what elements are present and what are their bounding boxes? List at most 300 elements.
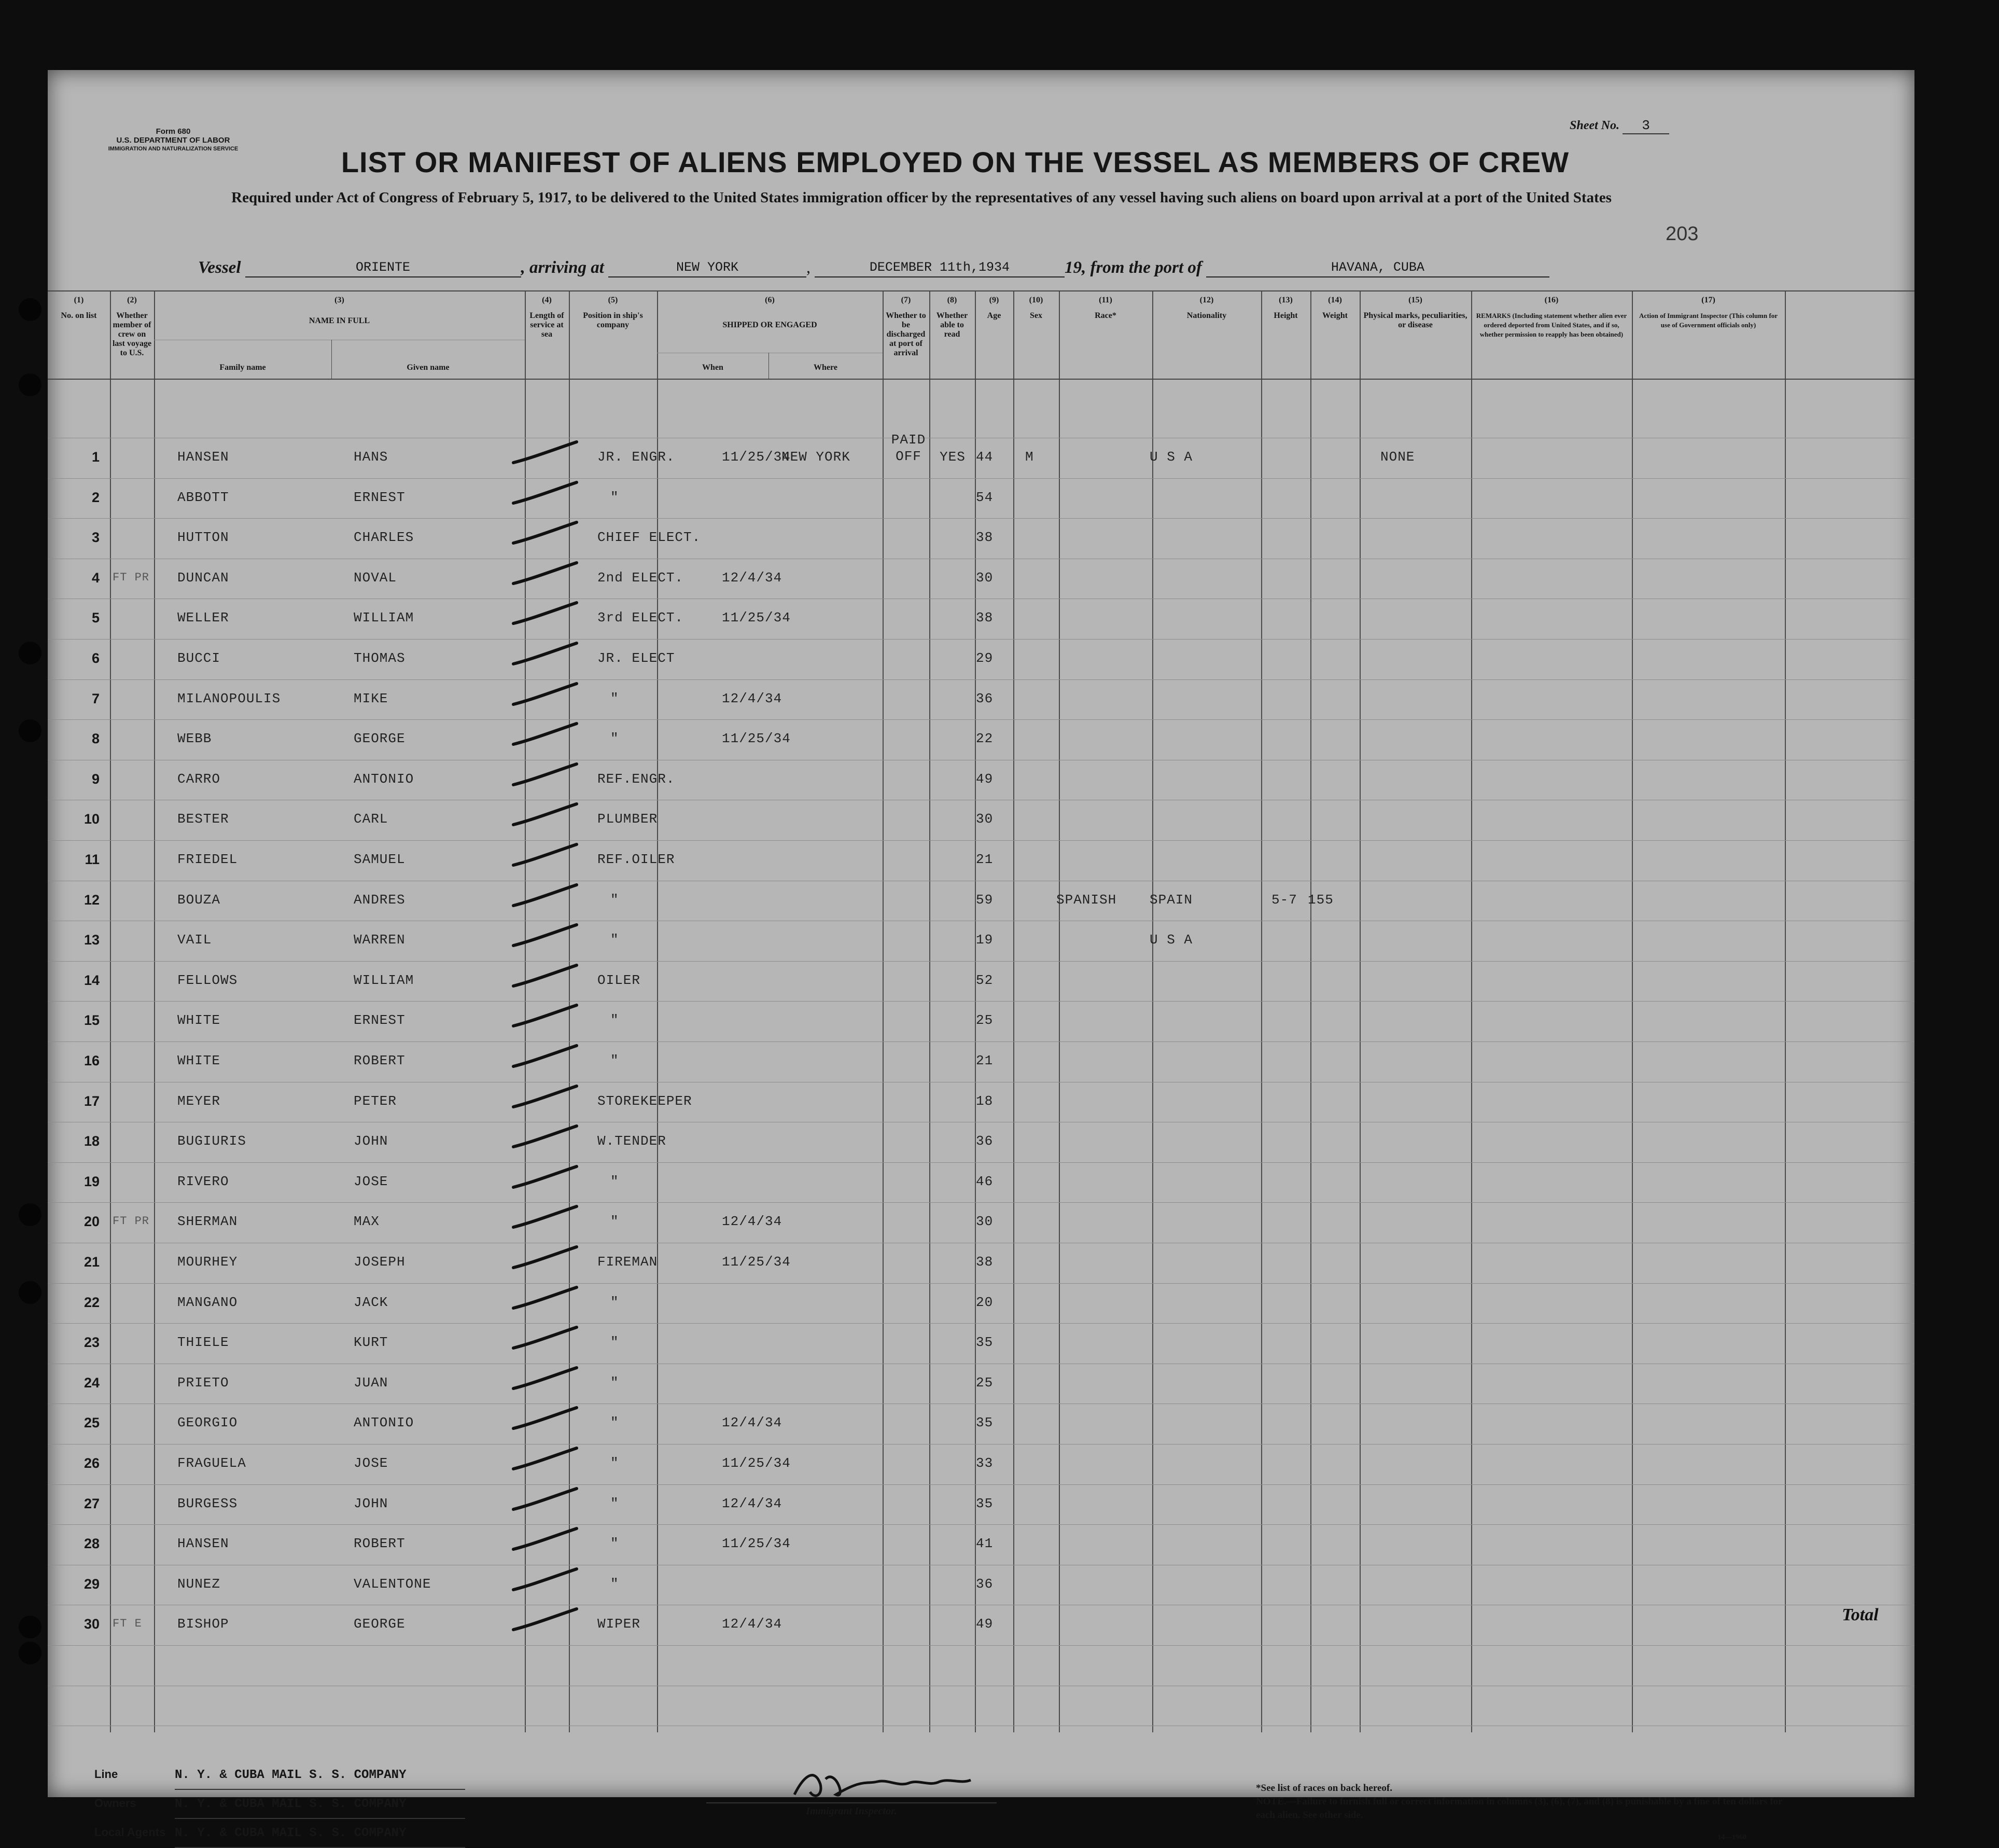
punch-hole: [19, 642, 41, 664]
shipped-when: 12/4/34: [722, 1616, 782, 1632]
column-header: Height: [1274, 311, 1298, 320]
given-name: SAMUEL: [354, 852, 406, 867]
position: ": [610, 892, 619, 908]
owners-label: Owners: [94, 1797, 136, 1810]
age: 38: [976, 610, 994, 626]
column-header: Position in ship's company: [583, 311, 643, 329]
column-number: (11): [1099, 296, 1112, 304]
row-number: 19: [83, 1174, 100, 1189]
family-name: DUNCAN: [177, 570, 229, 586]
family-name: BUCCI: [177, 650, 221, 666]
checkmark-path: [513, 1086, 577, 1107]
row-number: 23: [83, 1335, 100, 1350]
checkmark-path: [513, 1327, 577, 1348]
shipped-when: 12/4/34: [722, 1214, 782, 1229]
shipped-when: 11/25/34: [722, 1254, 791, 1270]
age: 54: [976, 490, 994, 505]
arriving-label: , arriving at: [521, 258, 604, 277]
age: 30: [976, 811, 994, 827]
row-number: 30: [83, 1616, 100, 1632]
service-name: IMMIGRATION AND NATURALIZATION SERVICE: [108, 146, 239, 152]
checkmark-stroke: [509, 719, 582, 751]
column-header: Race*: [1095, 311, 1116, 320]
page-number: 203: [1666, 223, 1699, 245]
given-name: HANS: [354, 449, 388, 465]
checkmark-stroke: [509, 881, 582, 912]
vessel-label: Vessel: [198, 258, 241, 277]
row-rule: [48, 1202, 1914, 1203]
document-subtitle: Required under Act of Congress of February 5, 1917, to be delivered to the United States immigration officer by the representatives of any vessel having such aliens on board upon arrival at a port of the United States: [231, 189, 1612, 206]
column-header: Whether to be discharged at port of arrival: [886, 311, 926, 357]
column-rule: [154, 290, 155, 1732]
row-number: 13: [83, 932, 100, 948]
header-rule: [48, 290, 1914, 291]
column-number: (3): [334, 296, 344, 304]
row-rule: [48, 719, 1914, 720]
position: ": [610, 1174, 619, 1189]
checkmark-path: [513, 522, 577, 543]
footnote: [1256, 1782, 1800, 1822]
arrival-date: DECEMBER 11th,1934: [815, 259, 1065, 277]
family-name: FRIEDEL: [177, 852, 238, 867]
age: 38: [976, 530, 994, 545]
checkmark-stroke: [509, 1243, 582, 1274]
given-name: ROBERT: [354, 1536, 406, 1551]
checkmark-stroke: [509, 1605, 582, 1636]
checkmark-path: [513, 1609, 577, 1630]
given-name: JOSEPH: [354, 1254, 406, 1270]
sheet-number-label: Sheet No.: [1570, 119, 1619, 132]
column-header: Nationality: [1186, 311, 1227, 320]
row-rule: [48, 1323, 1914, 1324]
column-header: Sex: [1030, 311, 1042, 320]
checkmark-stroke: [509, 1122, 582, 1153]
family-name: MOURHEY: [177, 1254, 238, 1270]
family-name: RIVERO: [177, 1174, 229, 1189]
footnote-penalty: NOTE.—Failure to furnish full or correct information in columns (3), (6), (7), and (8) is punishable by a fine of ten dollars for each alien. See other side.: [1256, 1796, 1783, 1821]
checkmark-path: [513, 1005, 577, 1026]
row-number: 16: [83, 1053, 100, 1068]
company-info: [94, 1761, 465, 1848]
row-number: 6: [91, 650, 100, 666]
physical-marks: NONE: [1380, 449, 1415, 465]
shipped-where: NEW YORK: [781, 449, 850, 465]
checkmark-path: [513, 643, 577, 664]
checkmark-path: [513, 764, 577, 785]
punch-hole: [19, 719, 41, 742]
punch-hole: [19, 1642, 41, 1664]
arrival-port: NEW YORK: [608, 259, 806, 277]
column-header: Action of Immigrant Inspector (This column for use of Government officials only): [1639, 312, 1778, 329]
nationality: U S A: [1150, 932, 1193, 948]
column-rule: [975, 290, 976, 1732]
row-number: 4: [91, 570, 100, 586]
column-number: (8): [947, 296, 957, 304]
subheader-rule: [331, 340, 332, 379]
row-rule: [48, 840, 1914, 841]
able-to-read: YES: [940, 449, 966, 465]
family-name: HANSEN: [177, 1536, 229, 1551]
checkmark-stroke: [509, 518, 582, 549]
checkmark-stroke: [509, 1364, 582, 1395]
checkmark-path: [513, 1287, 577, 1308]
column-rule: [929, 290, 930, 1732]
column-header: Physical marks, peculiarities, or disease: [1363, 311, 1467, 329]
checkmark-path: [513, 442, 577, 463]
checkmark-path: [513, 844, 577, 865]
checkmark-stroke: [509, 760, 582, 791]
row-number: 21: [83, 1254, 100, 1270]
family-name: FRAGUELA: [177, 1455, 246, 1471]
age: 30: [976, 1214, 994, 1229]
row-number: 12: [83, 892, 100, 908]
row-number: 10: [83, 811, 100, 827]
column-header: Age: [987, 311, 1001, 320]
from-label: , from the port of: [1081, 258, 1202, 277]
age: 49: [976, 771, 994, 787]
checkmark-stroke: [509, 1565, 582, 1596]
position: ": [610, 1496, 619, 1511]
family-name: HUTTON: [177, 530, 229, 545]
age: 35: [976, 1335, 994, 1350]
column-rule: [883, 290, 884, 1732]
checkmark-stroke: [509, 1283, 582, 1314]
checkmark-path: [513, 482, 577, 503]
age: 19: [976, 932, 994, 948]
column-rule: [657, 290, 658, 1732]
family-name: NUNEZ: [177, 1576, 221, 1592]
column-header: Length of service at sea: [529, 311, 564, 339]
family-name: GEORGIO: [177, 1415, 238, 1430]
given-name: JOHN: [354, 1496, 388, 1511]
column-number: (10): [1029, 296, 1043, 304]
column-rule: [1310, 290, 1311, 1732]
given-name: JOHN: [354, 1133, 388, 1149]
checkmark-path: [513, 804, 577, 825]
column-number: (7): [901, 296, 911, 304]
agents-value: N. Y. & CUBA MAIL S. S. COMPANY: [175, 1820, 465, 1848]
position: ": [610, 1214, 619, 1229]
checkmark-stroke: [509, 1041, 582, 1073]
shipped-when: 12/4/34: [722, 1496, 782, 1511]
checkmark-path: [513, 885, 577, 906]
given-name: CHARLES: [354, 530, 414, 545]
shipped-when: 12/4/34: [722, 1415, 782, 1430]
family-name: WHITE: [177, 1012, 221, 1028]
age: 22: [976, 731, 994, 746]
age: 44: [976, 449, 994, 465]
punch-hole: [19, 1616, 41, 1638]
family-name: HANSEN: [177, 449, 229, 465]
column-header: Weight: [1322, 311, 1348, 320]
given-name: WILLIAM: [354, 972, 414, 988]
family-name: BUGIURIS: [177, 1133, 246, 1149]
checkmark-path: [513, 1126, 577, 1147]
family-name-header: Family name: [219, 363, 266, 372]
checkmark-stroke: [509, 1001, 582, 1032]
punch-hole: [19, 1203, 41, 1226]
checkmark-stroke: [509, 639, 582, 670]
checkmark-path: [513, 603, 577, 623]
given-name-header: Given name: [407, 363, 450, 372]
owners-value: N. Y. & CUBA MAIL S. S. COMPANY: [175, 1791, 465, 1819]
family-name: WHITE: [177, 1053, 221, 1068]
year-label: 19: [1064, 258, 1082, 277]
row-number: 18: [83, 1133, 100, 1149]
age: 20: [976, 1295, 994, 1310]
family-name: FELLOWS: [177, 972, 238, 988]
departure-port: HAVANA, CUBA: [1206, 259, 1549, 277]
given-name: MAX: [354, 1214, 380, 1229]
position: W.TENDER: [597, 1133, 666, 1149]
position: OILER: [597, 972, 641, 988]
position: ": [610, 932, 619, 948]
row-rule: [48, 1645, 1914, 1646]
age: 52: [976, 972, 994, 988]
age: 36: [976, 1133, 994, 1149]
age: 35: [976, 1496, 994, 1511]
position: ": [610, 1295, 619, 1310]
checkmark-path: [513, 563, 577, 583]
given-name: PETER: [354, 1093, 397, 1109]
row-number: 5: [91, 610, 100, 626]
given-name: VALENTONE: [354, 1576, 431, 1592]
given-name: GEORGE: [354, 731, 406, 746]
punch-hole: [19, 298, 41, 321]
family-name: MILANOPOULIS: [177, 691, 281, 706]
shipped-when: 11/25/34: [722, 449, 791, 465]
vessel-name: ORIENTE: [245, 259, 521, 277]
row-rule: [48, 1162, 1914, 1163]
position: ": [610, 1576, 619, 1592]
row-number: 22: [83, 1295, 100, 1310]
punch-hole: [19, 373, 41, 396]
checkmark-stroke: [509, 1162, 582, 1193]
row-rule: [48, 1041, 1914, 1042]
family-name: BISHOP: [177, 1616, 229, 1632]
shipped-when: 11/25/34: [722, 1536, 791, 1551]
position: ": [610, 490, 619, 505]
position: REF.ENGR.: [597, 771, 675, 787]
checkmark-path: [513, 724, 577, 744]
column-number: (15): [1408, 296, 1422, 304]
column-number: (12): [1199, 296, 1214, 304]
position: ": [610, 1536, 619, 1551]
row-rule: [48, 1524, 1914, 1525]
row-number: 2: [91, 490, 100, 505]
family-name: MEYER: [177, 1093, 221, 1109]
age: 25: [976, 1012, 994, 1028]
given-name: ERNEST: [354, 490, 406, 505]
crew-mark: FT PR: [113, 571, 150, 584]
position: FIREMAN: [597, 1254, 658, 1270]
column-rule: [1059, 290, 1060, 1732]
age: 35: [976, 1415, 994, 1430]
column-number: (9): [989, 296, 999, 304]
row-rule: [48, 961, 1914, 962]
family-name: ABBOTT: [177, 490, 229, 505]
document-title: LIST OR MANIFEST OF ALIENS EMPLOYED ON THE VESSEL AS MEMBERS OF CREW: [341, 146, 1570, 178]
position: JR. ENGR.: [597, 449, 675, 465]
when-header: When: [702, 363, 723, 372]
sheet-number: [1570, 118, 1669, 134]
age: 36: [976, 691, 994, 706]
checkmark-stroke: [509, 1202, 582, 1233]
position: ": [610, 1375, 619, 1391]
column-header: Whether member of crew on last voyage to U.S.: [112, 311, 152, 357]
checkmark-stroke: [509, 1484, 582, 1516]
given-name: WARREN: [354, 932, 406, 948]
given-name: JOSE: [354, 1455, 388, 1471]
family-name: BOUZA: [177, 892, 221, 908]
checkmark-stroke: [509, 679, 582, 711]
column-rule: [1152, 290, 1153, 1732]
column-header: Whether able to read: [936, 311, 968, 339]
row-number: 26: [83, 1455, 100, 1471]
column-number: (4): [542, 296, 552, 304]
line-label: Line: [94, 1768, 118, 1781]
row-number: 28: [83, 1536, 100, 1551]
checkmark-stroke: [509, 599, 582, 630]
column-number: (16): [1544, 296, 1559, 304]
checkmark-path: [513, 1569, 577, 1590]
column-rule: [110, 290, 111, 1732]
line-value: N. Y. & CUBA MAIL S. S. COMPANY: [175, 1762, 465, 1790]
column-rule: [1632, 290, 1633, 1732]
given-name: JOSE: [354, 1174, 388, 1189]
given-name: GEORGE: [354, 1616, 406, 1632]
inspector-label: Immigrant Inspector.: [706, 1802, 997, 1817]
given-name: MIKE: [354, 691, 388, 706]
row-number: 3: [91, 530, 100, 545]
row-rule: [48, 679, 1914, 680]
checkmark-path: [513, 1489, 577, 1509]
family-name: SHERMAN: [177, 1214, 238, 1229]
agents-label: Local Agents: [94, 1826, 166, 1839]
row-number: 1: [91, 449, 100, 465]
age: 25: [976, 1375, 994, 1391]
given-name: KURT: [354, 1335, 388, 1350]
age: 29: [976, 650, 994, 666]
given-name: WILLIAM: [354, 610, 414, 626]
row-rule: [48, 518, 1914, 519]
shipped-when: 11/25/34: [722, 731, 791, 746]
column-rule: [1785, 290, 1786, 1732]
age: 30: [976, 570, 994, 586]
row-number: 9: [91, 771, 100, 787]
footnote-races: *See list of races on back hereof.: [1256, 1783, 1392, 1794]
checkmark-path: [513, 1408, 577, 1428]
given-name: ERNEST: [354, 1012, 406, 1028]
row-number: 29: [83, 1576, 100, 1592]
family-name: WEBB: [177, 731, 212, 746]
family-name: PRIETO: [177, 1375, 229, 1391]
position: ": [610, 731, 619, 746]
age: 21: [976, 852, 994, 867]
column-number: (1): [74, 296, 84, 304]
row-rule: [48, 1283, 1914, 1284]
family-name: VAIL: [177, 932, 212, 948]
age: 33: [976, 1455, 994, 1471]
checkmark-path: [513, 1247, 577, 1268]
checkmark-stroke: [509, 921, 582, 952]
family-name: THIELE: [177, 1335, 229, 1350]
position: 3rd ELECT.: [597, 610, 684, 626]
column-number: (5): [608, 296, 618, 304]
given-name: CARL: [354, 811, 388, 827]
given-name: JACK: [354, 1295, 388, 1310]
column-number: (2): [127, 296, 137, 304]
family-name: MANGANO: [177, 1295, 238, 1310]
total-label: Total: [1842, 1605, 1879, 1624]
row-number: 20: [83, 1214, 100, 1229]
checkmark-stroke: [509, 800, 582, 831]
position: STOREKEEPER: [597, 1093, 692, 1109]
checkmark-path: [513, 1206, 577, 1227]
given-name: ANTONIO: [354, 1415, 414, 1430]
checkmark-path: [513, 1046, 577, 1066]
given-name: ANTONIO: [354, 771, 414, 787]
column-header: NAME IN FULL: [309, 316, 370, 325]
checkmark-stroke: [509, 559, 582, 590]
position: ": [610, 691, 619, 706]
row-number: 7: [91, 691, 100, 706]
family-name: BESTER: [177, 811, 229, 827]
crew-table: [48, 290, 1914, 1732]
header-rule: [48, 379, 1914, 380]
age: 21: [976, 1053, 994, 1068]
checkmark-path: [513, 1166, 577, 1187]
checkmark-path: [513, 1448, 577, 1469]
column-rule: [1471, 290, 1472, 1732]
checkmark-stroke: [509, 478, 582, 509]
family-name: CARRO: [177, 771, 221, 787]
given-name: JUAN: [354, 1375, 388, 1391]
given-name: NOVAL: [354, 570, 397, 586]
position: REF.OILER: [597, 852, 675, 867]
crew-mark: FT PR: [113, 1215, 150, 1228]
row-number: 8: [91, 731, 100, 746]
column-number: (14): [1328, 296, 1342, 304]
given-name: ROBERT: [354, 1053, 406, 1068]
row-number: 11: [85, 852, 100, 867]
height: 5-7: [1271, 892, 1297, 908]
row-rule: [48, 1001, 1914, 1002]
age: 36: [976, 1576, 994, 1592]
row-rule: [48, 639, 1914, 640]
checkmark-path: [513, 925, 577, 946]
shipped-when: 11/25/34: [722, 1455, 791, 1471]
column-header: SHIPPED OR ENGAGED: [722, 321, 817, 329]
column-rule: [1360, 290, 1361, 1732]
checkmark-path: [513, 1368, 577, 1388]
where-header: Where: [814, 363, 837, 372]
position: ": [610, 1455, 619, 1471]
discharged: PAID OFF: [891, 432, 926, 464]
shipped-when: 12/4/34: [722, 570, 782, 586]
age: 46: [976, 1174, 994, 1189]
form-number: Form 680: [156, 127, 191, 136]
age: 59: [976, 892, 994, 908]
given-name: THOMAS: [354, 650, 406, 666]
row-number: 15: [83, 1012, 100, 1028]
position: ": [610, 1415, 619, 1430]
inspector-signature: [784, 1763, 981, 1805]
sex: M: [1025, 449, 1034, 465]
checkmark-stroke: [509, 1524, 582, 1555]
family-name: WELLER: [177, 610, 229, 626]
column-number: (13): [1279, 296, 1293, 304]
